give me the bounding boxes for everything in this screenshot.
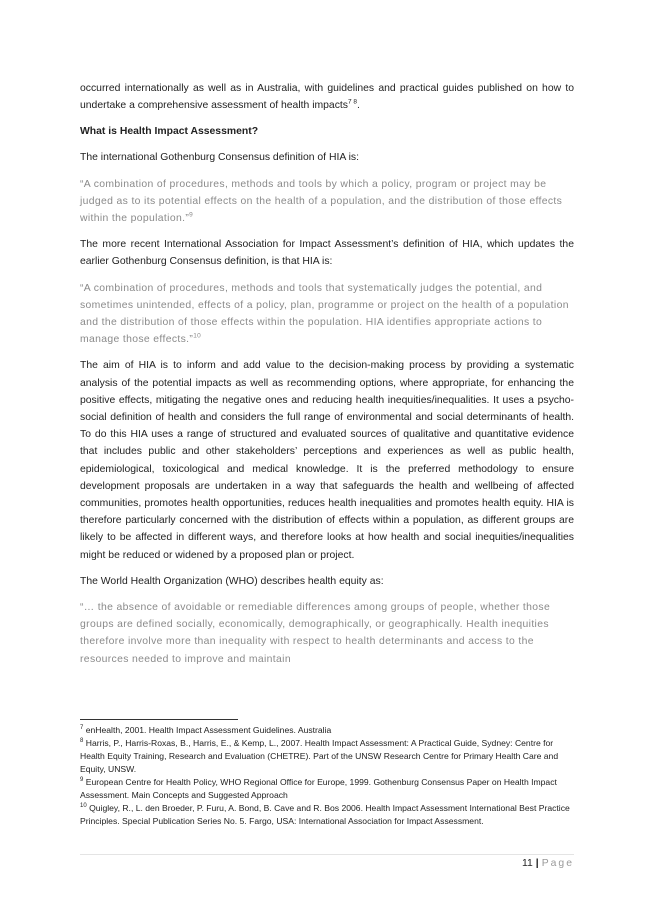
footnote-9	[80, 776, 576, 802]
who-quote: “… the absence of avoidable or remediable differences among groups of people, whether those groups are defined socially, economically, demographically, or geographically. Health inequities therefore involve more than inequality with respect to health determinants and access to the resources needed to improve and maintain	[80, 602, 551, 665]
footnote-number: 8	[80, 738, 84, 745]
aim-paragraph: The aim of HIA is to inform and add value to the decision-making process by providing a systematic analysis of the potential impacts as well as recommending options, where appropriate, for enhancing the positive effects, mitigating the negative ones and reducing health inequities/inequalities. It uses a psycho-social definition of health and considers the full range of environmental and social determinants of health. To do this HIA uses a range of structured and evaluated sources of qualitative and quantitative evidence that includes public and other stakeholders’ perceptions and experiences as well as public health, epidemiological, toxicological and medical knowledge. It is the preferred methodology to ensure development proposals are undertaken in a way that safeguards the health and wellbeing of affected communities, promotes health opportunities, reduces health inequalities and promotes health equity. HIA is therefore particularly concerned with the distribution of effects within a population, as different groups are likely to be affected in different ways, and therefore looks at how health and social inequities/inequalities might be reduced or widened by a proposed plan or project.	[80, 360, 574, 561]
footnote-number: 9	[80, 777, 84, 784]
footnote-ref-7-8[interactable]: 7 8	[348, 98, 358, 106]
page-number: 11	[522, 858, 533, 869]
gothenburg-paragraph: The international Gothenburg Consensus definition of HIA is:	[80, 152, 359, 164]
intro-paragraph	[80, 80, 574, 114]
page-label: Page	[541, 858, 574, 869]
footnotes	[80, 724, 576, 828]
footnote-text: European Centre for Health Policy, WHO Regional Office for Europe, 1999. Gothenburg Consensus Paper on Health Impact Assessment. Main Concepts and Suggested Approach	[80, 777, 557, 800]
iaia-quote	[80, 280, 574, 349]
footnote-number: 7	[80, 725, 84, 732]
footnote-8	[80, 737, 576, 776]
footnote-ref-10[interactable]: 10	[193, 332, 202, 340]
footnote-7	[80, 724, 576, 737]
footnote-number: 10	[80, 803, 87, 810]
page-footer	[80, 854, 574, 877]
footnote-text: enHealth, 2001. Health Impact Assessment Guidelines. Australia	[85, 725, 332, 735]
footnote-text: Harris, P., Harris-Roxas, B., Harris, E., & Kemp, L., 2007. Health Impact Assessment: A Practical Guide, Sydney: Centre for Health Equity Training, Research and Evaluation (CHETRE). Part of the UNSW Research Centre for Primary Health Care and Equity, UNSW.	[80, 738, 559, 774]
gothenburg-quote-text: “A combination of procedures, methods and tools by which a policy, program or project may be judged as to its potential effects on the health of a population, and the distribution of those effects within the population.”	[80, 178, 563, 225]
page-body	[80, 80, 574, 677]
footnote-text: Quigley, R., L. den Broeder, P. Furu, A. Bond, B. Cave and R. Bos 2006. Health Impact Assessment International Best Practice Principles. Special Publication Series No. 5. Fargo, USA: International Association for Impact Assessment.	[80, 803, 570, 826]
gothenburg-quote	[80, 176, 574, 228]
intro-text: occurred internationally as well as in Australia, with guidelines and practical guides published on how to undertake a comprehensive assessment of health impacts	[80, 83, 574, 112]
intro-period: .	[357, 100, 360, 112]
page-separator: |	[535, 858, 539, 869]
iaia-paragraph: The more recent International Association for Impact Assessment’s definition of HIA, which updates the earlier Gothenburg Consensus definition, is that HIA is:	[80, 239, 574, 268]
page-number-block	[522, 858, 574, 869]
who-paragraph: The World Health Organization (WHO) describes health equity as:	[80, 575, 384, 587]
section-heading: What is Health Impact Assessment?	[80, 126, 259, 138]
footnote-divider	[80, 719, 238, 720]
footnote-ref-9[interactable]: 9	[189, 211, 194, 219]
iaia-quote-text: “A combination of procedures, methods and tools that systematically judges the potential, and sometimes unintended, effects of a policy, plan, programme or project on the health of a population and the distribution of those effects within the population. HIA identifies appropriate actions to manage those effects.”	[80, 282, 569, 346]
footnote-10	[80, 802, 576, 828]
